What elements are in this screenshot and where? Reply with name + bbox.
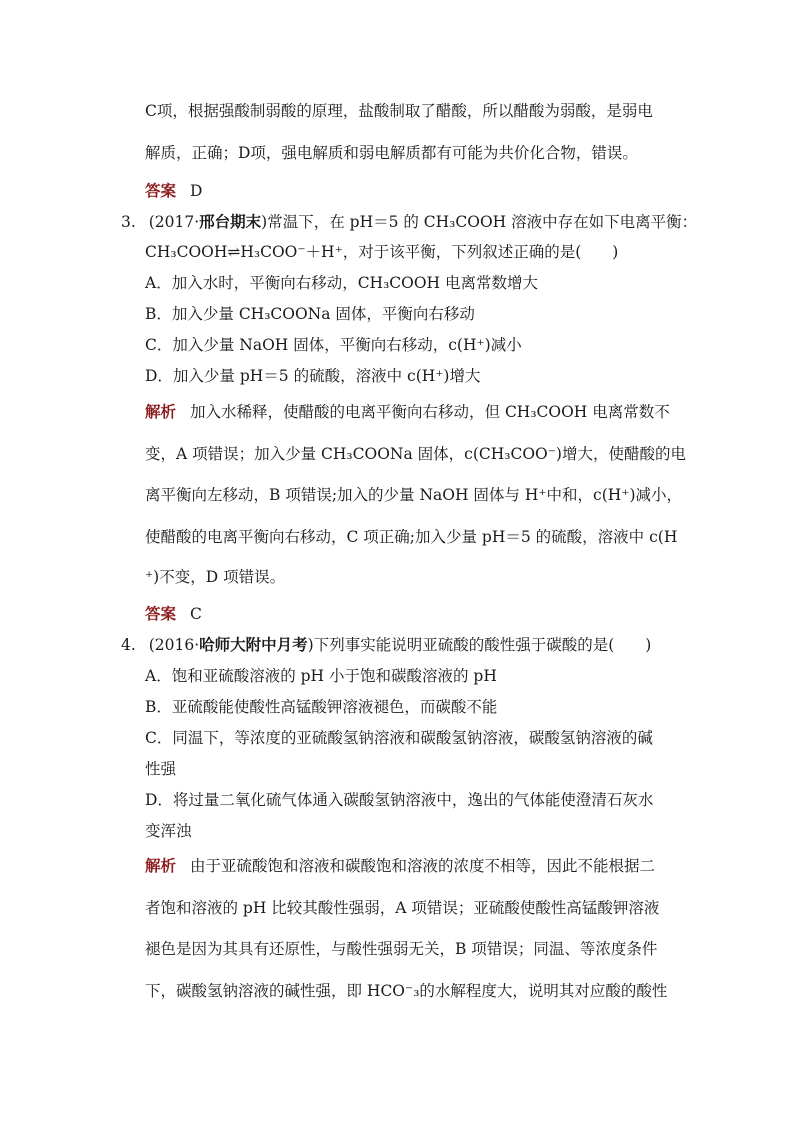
option-c-cont: 性强 [145, 760, 177, 778]
question-3-stem-line-2: CH₃COOH⇌H₃COO⁻＋H⁺，对于该平衡，下列叙述正确的是( ) [145, 243, 619, 261]
question-source-prefix: (2016· [148, 636, 200, 654]
option-c: C．加入少量 NaOH 固体，平衡向右移动，c(H⁺)减小 [145, 336, 522, 354]
analysis-line-3: 褪色是因为其具有还原性，与酸性强弱无关，B 项错误；同温、等浓度条件 [145, 940, 658, 958]
question-3-answer [145, 604, 202, 624]
question-3-stem-line-1 [121, 212, 697, 232]
analysis-label: 解析 [145, 856, 177, 875]
analysis-line-1 [145, 402, 670, 422]
option-c: C．同温下，等浓度的亚硫酸氢钠溶液和碳酸氢钠溶液，碳酸氢钠溶液的碱 [145, 729, 653, 747]
answer-value: D [190, 182, 203, 200]
question-source-prefix: (2017· [148, 213, 200, 231]
question-source: 哈师大附中月考 [199, 635, 308, 654]
option-b: B．加入少量 CH₃COONa 固体，平衡向右移动 [145, 305, 475, 323]
analysis-text: 由于亚硫酸饱和溶液和碳酸饱和溶液的浓度不相等，因此不能根据二 [190, 857, 656, 875]
analysis-label: 解析 [145, 402, 177, 421]
option-b: B．亚硫酸能使酸性高锰酸钾溶液褪色，而碳酸不能 [145, 698, 498, 716]
question-stem: )常温下，在 pH＝5 的 CH₃COOH 溶液中存在如下电离平衡： [261, 213, 698, 231]
analysis-line-2: 者饱和溶液的 pH 比较其酸性强弱，A 项错误；亚硫酸使酸性高锰酸钾溶液 [145, 899, 660, 917]
option-d-cont: 变浑浊 [145, 822, 192, 840]
previous-solution-line-2: 解质，正确；D项，强电解质和弱电解质都有可能为共价化合物，错误。 [145, 144, 638, 162]
answer-label: 答案 [145, 181, 177, 200]
question-number: 3. [121, 213, 136, 231]
option-a: A．加入水时，平衡向右移动，CH₃COOH 电离常数增大 [145, 274, 539, 292]
question-stem: )下列事实能说明亚硫酸的酸性强于碳酸的是( ) [307, 636, 652, 654]
analysis-line-4: 下，碳酸氢钠溶液的碱性强，即 HCO⁻₃的水解程度大，说明其对应酸的酸性 [145, 982, 668, 1000]
analysis-line-3: 离平衡向左移动，B 项错误;加入的少量 NaOH 固体与 H⁺中和，c(H⁺)减小， [145, 486, 683, 504]
previous-answer [145, 181, 202, 201]
analysis-text: 加入水稀释，使醋酸的电离平衡向右移动，但 CH₃COOH 电离常数不 [190, 403, 670, 421]
analysis-line-1 [145, 856, 655, 876]
question-number: 4. [121, 636, 136, 654]
question-source: 邢台期末 [199, 212, 262, 231]
analysis-line-4: 使醋酸的电离平衡向右移动，C 项正确;加入少量 pH＝5 的硫酸，溶液中 c(H [145, 528, 678, 546]
option-a: A．饱和亚硫酸溶液的 pH 小于饱和碳酸溶液的 pH [145, 667, 497, 685]
analysis-line-5: ⁺)不变，D 项错误。 [145, 568, 286, 586]
option-d: D．将过量二氧化硫气体通入碳酸氢钠溶液中，逸出的气体能使澄清石灰水 [145, 791, 654, 809]
previous-solution-line-1: C项，根据强酸制弱酸的原理，盐酸制取了醋酸，所以醋酸为弱酸，是弱电 [145, 102, 653, 120]
answer-label: 答案 [145, 604, 177, 623]
option-d: D．加入少量 pH＝5 的硫酸，溶液中 c(H⁺)增大 [145, 367, 481, 385]
analysis-line-2: 变，A 项错误；加入少量 CH₃COONa 固体，c(CH₃COO⁻)增大，使醋酸的电 [145, 445, 686, 463]
question-4-stem [121, 635, 651, 655]
answer-value: C [190, 605, 202, 623]
